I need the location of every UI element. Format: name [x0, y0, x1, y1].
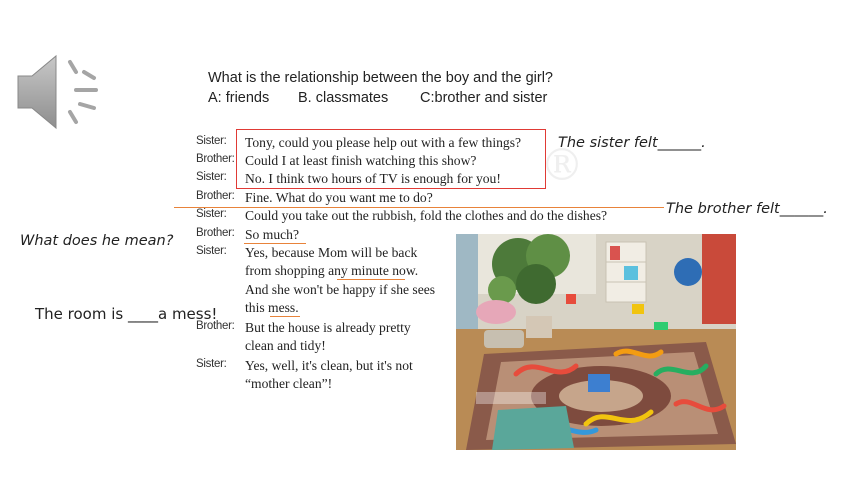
speaker-label: Sister: [196, 171, 227, 183]
underline-mess [270, 316, 300, 317]
option-b: B. classmates [298, 90, 389, 106]
speaker-label: Sister: [196, 135, 227, 147]
note-what-mean: What does he mean? [20, 233, 174, 249]
dialogue-text: this mess. [245, 300, 299, 315]
dialogue-text: “mother clean”! [245, 376, 333, 391]
speaker-label: Brother: [196, 190, 235, 202]
watermark: ® [540, 140, 584, 191]
dialogue-text: So much? [245, 227, 299, 242]
dialogue-text: Yes, because Mom will be back [245, 245, 418, 260]
dialogue-text: Could I at least finish watching this show? [245, 153, 477, 168]
option-c: C:brother and sister [420, 90, 548, 106]
dialogue-text: Fine. What do you want me to do? [245, 190, 433, 205]
speaker-label: Sister: [196, 208, 227, 220]
speaker-label: Sister: [196, 358, 227, 370]
option-a: A: friends [208, 90, 270, 106]
dialogue-text: clean and tidy! [245, 338, 326, 353]
dialogue-text: Could you take out the rubbish, fold the clothes and do the dishes? [245, 208, 608, 223]
note-sister-felt: The sister felt______. [558, 135, 706, 151]
messy-room-photo [456, 234, 736, 450]
speaker-label: Brother: [196, 153, 235, 165]
dialogue-text: Yes, well, it's clean, but it's not [245, 358, 413, 373]
divider-line [174, 207, 664, 208]
underline-so-much [244, 243, 306, 244]
dialogue-text: And she won't be happy if she sees [245, 282, 436, 297]
speaker-label: Brother: [196, 227, 235, 239]
highlight-box [236, 129, 546, 189]
speaker-label: Brother: [196, 320, 235, 332]
dialogue-text: No. I think two hours of TV is enough for you! [245, 171, 501, 186]
dialogue-text: Tony, could you please help out with a few things? [245, 135, 522, 150]
dialogue-text: But the house is already pretty [245, 320, 411, 335]
note-brother-felt: The brother felt______. [666, 201, 828, 217]
note-room-mess: The room is ____a mess! [35, 305, 218, 323]
speaker-volume-icon[interactable] [14, 52, 104, 132]
question-block [208, 68, 553, 108]
question-text: What is the relationship between the boy and the girl? [208, 70, 553, 86]
dialogue-text: from shopping any minute now. [245, 263, 419, 278]
underline-any-minute [337, 279, 405, 280]
answer-options [208, 88, 553, 108]
speaker-label: Sister: [196, 245, 227, 257]
